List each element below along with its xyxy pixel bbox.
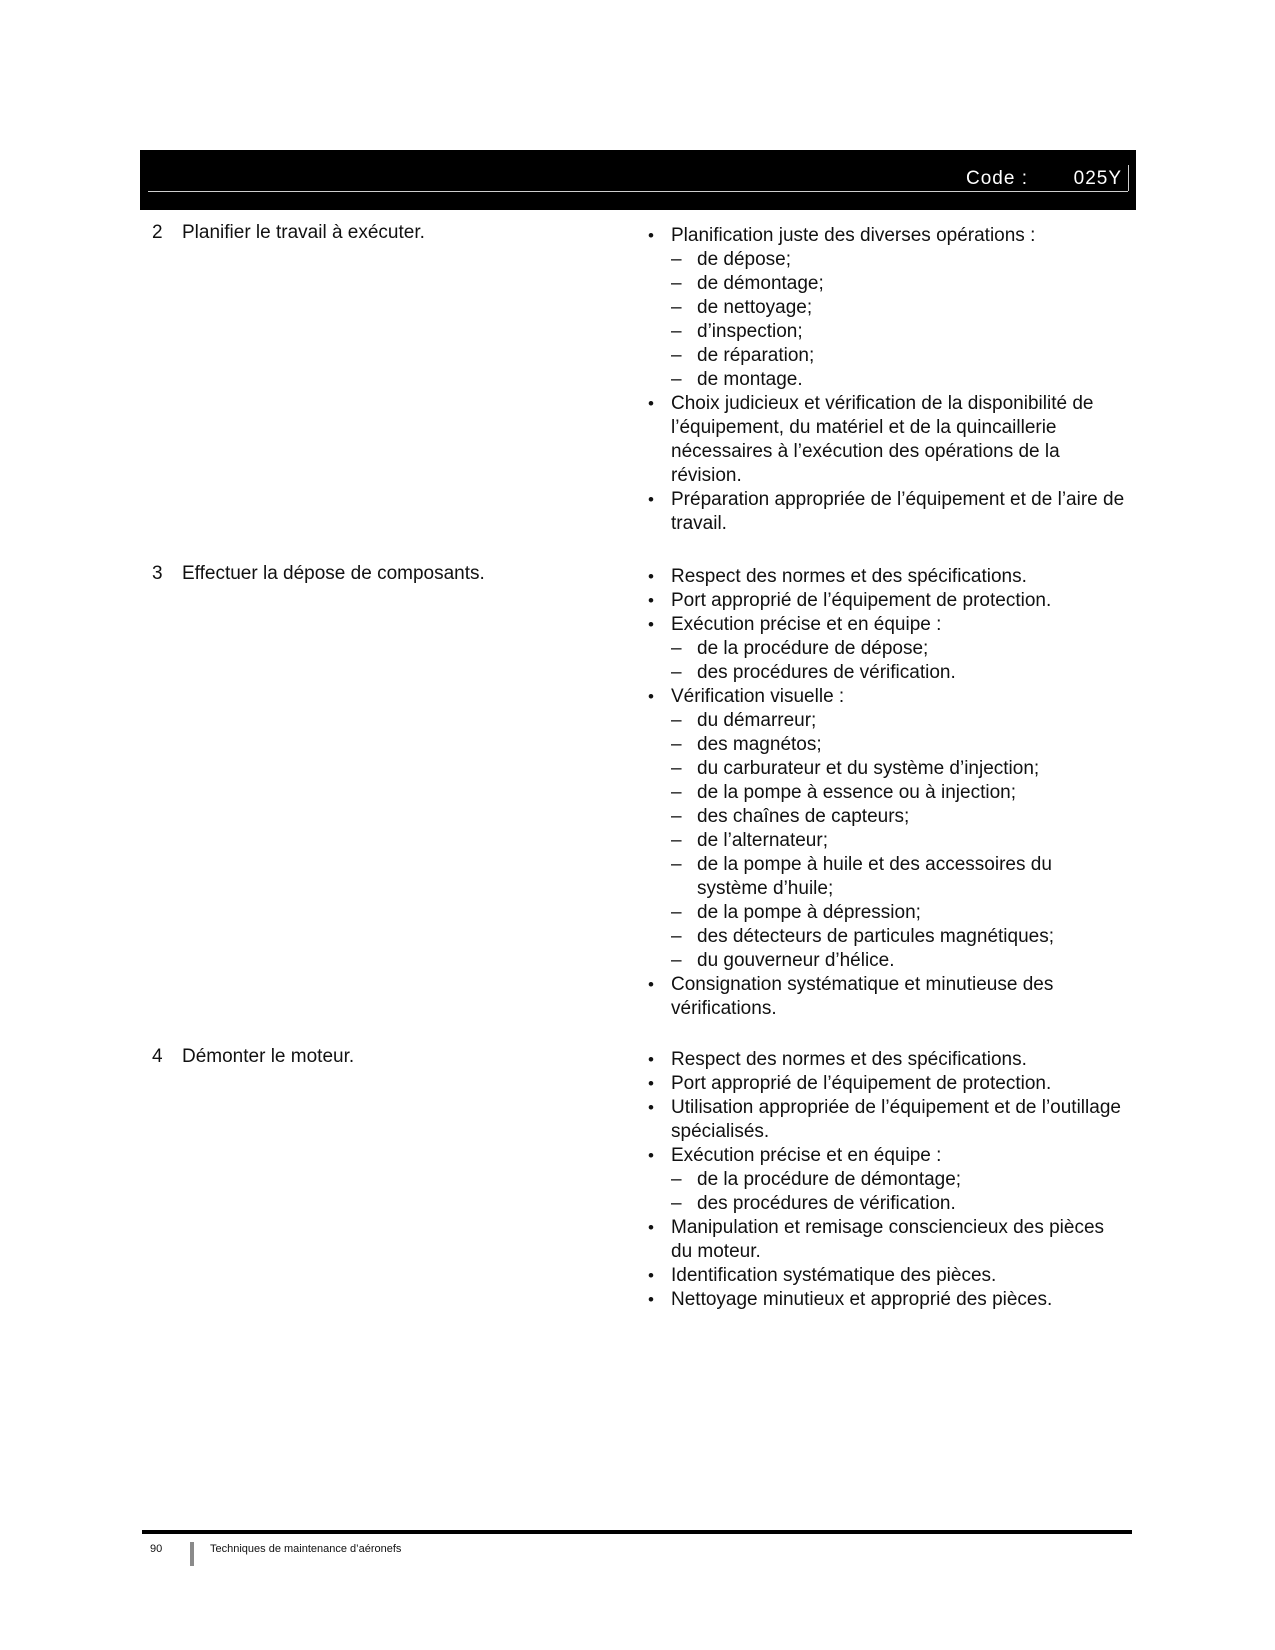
- sub-criterion-item: [671, 1168, 1125, 1192]
- dash-icon: –: [671, 249, 682, 270]
- dash-icon: –: [671, 854, 682, 875]
- footer-title: Techniques de maintenance d’aéronefs: [210, 1543, 402, 1555]
- sub-criterion-text: des procédures de vérification.: [697, 662, 956, 683]
- sub-criteria-list: [671, 709, 1125, 973]
- sub-criterion-item: [671, 368, 1125, 392]
- criterion-item: [645, 488, 1125, 536]
- step-number: 4: [152, 1046, 163, 1067]
- bullet-icon: •: [648, 1074, 654, 1093]
- footer-separator: [190, 1542, 194, 1566]
- sub-criterion-text: de la pompe à dépression;: [697, 902, 921, 923]
- sub-criterion-text: du gouverneur d’hélice.: [697, 950, 895, 971]
- criterion-item: [645, 973, 1125, 1021]
- sub-criterion-item: [671, 901, 1125, 925]
- criterion-text: Respect des normes et des spécifications.: [671, 1049, 1027, 1070]
- criterion-item: [645, 1144, 1125, 1216]
- bullet-icon: •: [648, 1146, 654, 1165]
- sub-criterion-text: de la pompe à essence ou à injection;: [697, 782, 1016, 803]
- criterion-item: [645, 1216, 1125, 1264]
- sub-criterion-text: de dépose;: [697, 249, 792, 270]
- sub-criterion-text: de la pompe à huile et des accessoires du système d’huile;: [697, 854, 1052, 899]
- criterion-item: [645, 1072, 1125, 1096]
- criterion-text: Planification juste des diverses opérations :: [671, 225, 1036, 246]
- dash-icon: –: [671, 782, 682, 803]
- sub-criterion-text: de la procédure de dépose;: [697, 638, 929, 659]
- dash-icon: –: [671, 1193, 682, 1214]
- step-title: Planifier le travail à exécuter.: [182, 222, 425, 243]
- sub-criterion-item: [671, 829, 1125, 853]
- header-band: [140, 150, 1136, 210]
- criterion-text: Nettoyage minutieux et approprié des pièces.: [671, 1289, 1053, 1310]
- dash-icon: –: [671, 830, 682, 851]
- criterion-text: Manipulation et remisage consciencieux des pièces du moteur.: [671, 1217, 1105, 1262]
- step-title: Démonter le moteur.: [182, 1046, 355, 1067]
- bullet-icon: •: [648, 975, 654, 994]
- header-rule: [148, 191, 1128, 192]
- sub-criterion-text: du démarreur;: [697, 710, 817, 731]
- footer-rule: [142, 1530, 1132, 1534]
- criterion-text: Consignation systématique et minutieuse des vérifications.: [671, 974, 1054, 1019]
- sub-criterion-item: [671, 781, 1125, 805]
- sub-criterion-item: [671, 709, 1125, 733]
- sub-criterion-item: [671, 757, 1125, 781]
- sub-criterion-item: [671, 296, 1125, 320]
- sub-criterion-text: des procédures de vérification.: [697, 1193, 956, 1214]
- sub-criterion-text: de montage.: [697, 369, 803, 390]
- criteria-list: [645, 224, 1125, 536]
- sub-criterion-item: [671, 661, 1125, 685]
- bullet-icon: •: [648, 226, 654, 245]
- bullet-icon: •: [648, 490, 654, 509]
- sub-criterion-text: de réparation;: [697, 345, 815, 366]
- criterion-text: Exécution précise et en équipe :: [671, 1145, 942, 1166]
- dash-icon: –: [671, 950, 682, 971]
- bullet-icon: •: [648, 1218, 654, 1237]
- bullet-icon: •: [648, 1266, 654, 1285]
- sub-criteria-list: [671, 248, 1125, 392]
- criterion-item: [645, 685, 1125, 973]
- dash-icon: –: [671, 369, 682, 390]
- bullet-icon: •: [648, 394, 654, 413]
- sub-criterion-item: [671, 733, 1125, 757]
- dash-icon: –: [671, 734, 682, 755]
- dash-icon: –: [671, 321, 682, 342]
- criterion-text: Vérification visuelle :: [671, 686, 845, 707]
- bullet-icon: •: [648, 591, 654, 610]
- dash-icon: –: [671, 662, 682, 683]
- sub-criterion-text: de la procédure de démontage;: [697, 1169, 962, 1190]
- sub-criterion-item: [671, 320, 1125, 344]
- criterion-text: Respect des normes et des spécifications.: [671, 566, 1027, 587]
- criterion-text: Choix judicieux et vérification de la disponibilité de l’équipement, du matériel et de la quincaillerie nécessaires à l’exécution des opérations de la révision.: [671, 393, 1094, 486]
- criterion-item: [645, 224, 1125, 392]
- criterion-text: Port approprié de l’équipement de protection.: [671, 590, 1052, 611]
- step-number: 2: [152, 222, 163, 243]
- dash-icon: –: [671, 758, 682, 779]
- criterion-item: [645, 613, 1125, 685]
- bullet-icon: •: [648, 1290, 654, 1309]
- sub-criteria-list: [671, 637, 1125, 685]
- criterion-text: Utilisation appropriée de l’équipement et de l’outillage spécialisés.: [671, 1097, 1121, 1142]
- sub-criterion-item: [671, 925, 1125, 949]
- dash-icon: –: [671, 345, 682, 366]
- criterion-item: [645, 1288, 1125, 1312]
- step-number: 3: [152, 563, 163, 584]
- sub-criterion-text: des magnétos;: [697, 734, 822, 755]
- criterion-text: Identification systématique des pièces.: [671, 1265, 997, 1286]
- sub-criterion-item: [671, 344, 1125, 368]
- sub-criterion-item: [671, 1192, 1125, 1216]
- sub-criterion-text: du carburateur et du système d’injection;: [697, 758, 1040, 779]
- bullet-icon: •: [648, 615, 654, 634]
- sub-criterion-item: [671, 949, 1125, 973]
- bullet-icon: •: [648, 687, 654, 706]
- sub-criteria-list: [671, 1168, 1125, 1216]
- dash-icon: –: [671, 902, 682, 923]
- page-number: 90: [150, 1543, 163, 1555]
- sub-criterion-text: d’inspection;: [697, 321, 803, 342]
- dash-icon: –: [671, 710, 682, 731]
- sub-criterion-item: [671, 637, 1125, 661]
- code-label: Code :: [966, 168, 1028, 189]
- criterion-item: [645, 1048, 1125, 1072]
- criteria-list: [645, 1048, 1125, 1312]
- bullet-icon: •: [648, 1098, 654, 1117]
- sub-criterion-item: [671, 805, 1125, 829]
- sub-criterion-item: [671, 272, 1125, 296]
- criteria-list: [645, 565, 1125, 1021]
- criterion-item: [645, 1096, 1125, 1144]
- criterion-item: [645, 589, 1125, 613]
- dash-icon: –: [671, 273, 682, 294]
- criterion-text: Exécution précise et en équipe :: [671, 614, 942, 635]
- sub-criterion-text: des détecteurs de particules magnétiques;: [697, 926, 1054, 947]
- criterion-item: [645, 1264, 1125, 1288]
- bullet-icon: •: [648, 1050, 654, 1069]
- code-box: [1041, 165, 1129, 191]
- step-title: Effectuer la dépose de composants.: [182, 563, 485, 584]
- dash-icon: –: [671, 1169, 682, 1190]
- dash-icon: –: [671, 297, 682, 318]
- dash-icon: –: [671, 926, 682, 947]
- sub-criterion-text: des chaînes de capteurs;: [697, 806, 910, 827]
- bullet-icon: •: [648, 567, 654, 586]
- sub-criterion-item: [671, 248, 1125, 272]
- dash-icon: –: [671, 638, 682, 659]
- sub-criterion-item: [671, 853, 1125, 901]
- criterion-item: [645, 565, 1125, 589]
- criterion-item: [645, 392, 1125, 488]
- criterion-text: Préparation appropriée de l’équipement et de l’aire de travail.: [671, 489, 1125, 534]
- sub-criterion-text: de nettoyage;: [697, 297, 813, 318]
- code-value: 025Y: [1073, 168, 1122, 189]
- sub-criterion-text: de l’alternateur;: [697, 830, 828, 851]
- dash-icon: –: [671, 806, 682, 827]
- criterion-text: Port approprié de l’équipement de protection.: [671, 1073, 1052, 1094]
- sub-criterion-text: de démontage;: [697, 273, 824, 294]
